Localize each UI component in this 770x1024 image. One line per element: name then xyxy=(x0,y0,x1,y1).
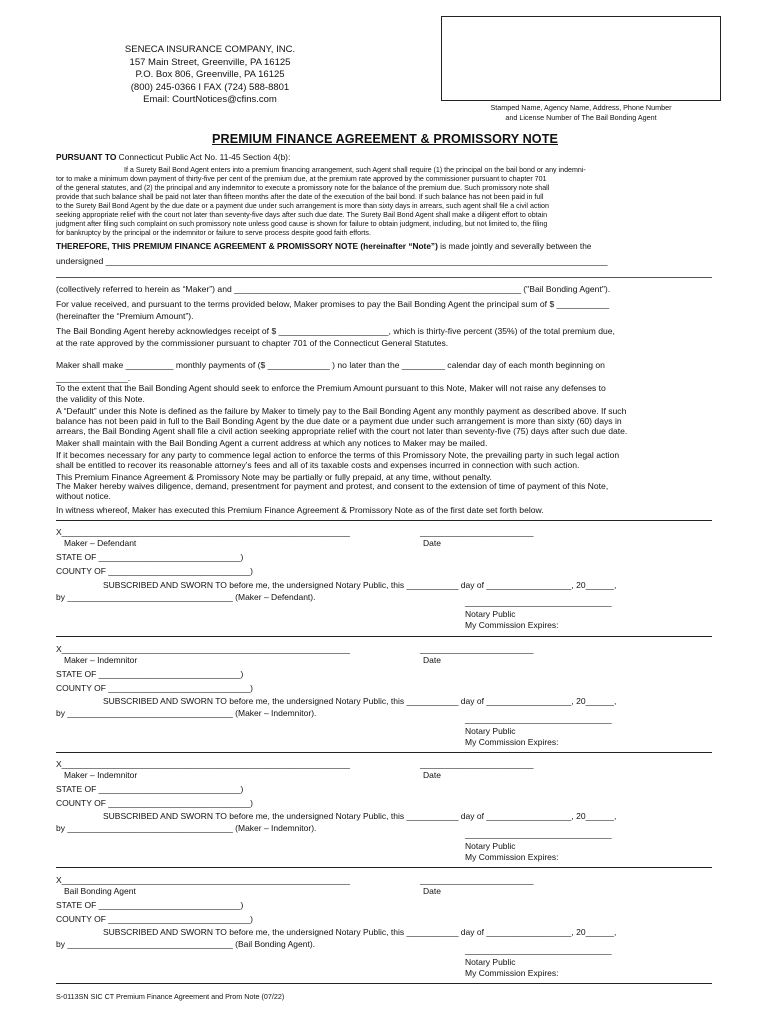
prepayment-clause: This Premium Finance Agreement & Promissory Note may be partially or fully prepaid, at any time, without penalty. xyxy=(56,472,492,482)
witness-clause: In witness whereof, Maker has executed this Premium Finance Agreement & Promissory Note as of the first date set forth below. xyxy=(56,505,544,515)
company-address-po-box: P.O. Box 806, Greenville, PA 16125 xyxy=(135,69,285,81)
payments-start-date-field[interactable]: _______________. xyxy=(56,373,131,383)
commission-expires-label: My Commission Expires: xyxy=(465,737,559,747)
county-of-field[interactable]: COUNTY OF ______________________________) xyxy=(56,798,253,808)
date-label: Date xyxy=(423,770,441,780)
sworn-clause[interactable]: SUBSCRIBED AND SWORN TO before me, the undersigned Notary Public, this ___________ day of __________________, 20______, xyxy=(103,927,617,937)
notary-public-label: Notary Public xyxy=(465,841,516,851)
statute-line: tor to make a minimum down payment of thirty-five per cent of the premium due, at the premium rate approved by the commissioner pursuant to chapter 701 xyxy=(56,175,547,183)
signer-role: Maker – Indemnitor xyxy=(64,655,138,665)
therefore-rest: is made jointly and severally between the xyxy=(437,241,592,251)
commission-expires-label: My Commission Expires: xyxy=(465,852,559,862)
default-clause-line: balance has not been paid in full to the Bail Bonding Agent by the due date or a payment due under such arrangement is more than sixty (60) days in xyxy=(56,416,622,426)
pursuant-heading xyxy=(56,152,290,162)
by-field[interactable]: by ___________________________________ (Maker – Defendant). xyxy=(56,592,316,602)
collectively-clause[interactable]: (collectively referred to herein as “Maker”) and ____________________________________________________________ ("Bail Bonding Agent"). xyxy=(56,284,611,294)
statute-line: to the Surety Bail Bond Agent by the due date or a payment due under such arrangement is more than sixty days in arrears, such agent shall file a civil action xyxy=(56,202,549,210)
company-address-street: 157 Main Street, Greenville, PA 16125 xyxy=(129,56,291,68)
company-email: Email: CourtNotices@cfins.com xyxy=(143,94,277,106)
county-of-field[interactable]: COUNTY OF ______________________________) xyxy=(56,914,253,924)
pursuant-text: Connecticut Public Act No. 11-45 Section 4(b): xyxy=(116,152,291,162)
address-clause: Maker shall maintain with the Bail Bonding Agent a current address at which any notices to Maker may be mailed. xyxy=(56,438,488,448)
sworn-clause[interactable]: SUBSCRIBED AND SWORN TO before me, the undersigned Notary Public, this ___________ day of __________________, 20______, xyxy=(103,696,617,706)
signature-line[interactable]: X_____________________________________________________________ xyxy=(56,527,351,537)
notary-public-label: Notary Public xyxy=(465,726,516,736)
state-of-field[interactable]: STATE OF ______________________________) xyxy=(56,669,244,679)
principal-sum-clause[interactable]: For value received, and pursuant to the terms provided below, Maker promises to pay the Bail Bonding Agent the principal sum of $ ___________ xyxy=(56,299,610,309)
commission-expires-label: My Commission Expires: xyxy=(465,620,559,630)
undersigned-field[interactable]: undersigned _________________________________________________________________________________________________________ xyxy=(56,256,608,266)
default-clause-line: arrears, the Bail Bonding Agent shall file a civil action seeking appropriate relief with the court not later than seventy-five (75) days after such due date. xyxy=(56,426,628,436)
stamp-caption-line-2: and License Number of The Bail Bonding Agent xyxy=(505,112,657,122)
commission-expires-label: My Commission Expires: xyxy=(465,968,559,978)
statute-line: of the general statutes, and (2) the principal and any indemnitor to execute a promissory note for the balance of the premium due. Such promissory note shall xyxy=(56,184,550,192)
enforce-clause: To the extent that the Bail Bonding Agent should seek to enforce the Premium Amount pursuant to this Note, Maker will not raise any defenses to xyxy=(56,383,606,393)
undersigned-continuation-line[interactable] xyxy=(56,277,712,278)
notary-signature-line[interactable]: _______________________________ xyxy=(465,714,612,724)
waiver-clause-end: without notice. xyxy=(56,491,111,501)
notary-signature-line[interactable]: _______________________________ xyxy=(465,597,612,607)
legal-action-clause: If it becomes necessary for any party to commence legal action to enforce the terms of this Promissory Note, the prevailing party in such legal action xyxy=(56,450,620,460)
stamp-caption-line-1: Stamped Name, Agency Name, Address, Phone Number xyxy=(490,103,672,112)
county-of-field[interactable]: COUNTY OF ______________________________) xyxy=(56,566,253,576)
waiver-clause: The Maker hereby waives diligence, demand, presentment for payment and protest, and consent to the extension of time of payment of this Note, xyxy=(56,481,609,491)
sworn-clause[interactable]: SUBSCRIBED AND SWORN TO before me, the undersigned Notary Public, this ___________ day of __________________, 20______, xyxy=(103,811,617,821)
statute-line: seeking appropriate relief with the court not later than seventy-five days after such due date. The Surety Bail Bond Agent shall make a diligent effort to obtain xyxy=(56,211,548,219)
divider xyxy=(56,520,712,521)
notary-signature-line[interactable]: _______________________________ xyxy=(465,829,612,839)
signature-line[interactable]: X_____________________________________________________________ xyxy=(56,759,351,769)
sworn-clause[interactable]: SUBSCRIBED AND SWORN TO before me, the undersigned Notary Public, this ___________ day of __________________, 20______, xyxy=(103,580,617,590)
therefore-clause xyxy=(56,241,591,251)
divider xyxy=(56,752,712,753)
date-label: Date xyxy=(423,655,441,665)
state-of-field[interactable]: STATE OF ______________________________) xyxy=(56,900,244,910)
therefore-bold: THEREFORE, THIS PREMIUM FINANCE AGREEMENT & PROMISSORY NOTE (hereinafter “Note”) xyxy=(56,241,438,251)
notary-signature-line[interactable]: _______________________________ xyxy=(465,945,612,955)
signer-role: Maker – Defendant xyxy=(64,538,137,548)
default-clause-line: A “Default” under this Note is defined as the failure by Maker to timely pay to the Bail Bonding Agent any monthly payment as described above. If such xyxy=(56,406,627,416)
receipt-ack-clause[interactable]: The Bail Bonding Agent hereby acknowledges receipt of $ _______________________, which is thirty-five percent (35%) of the total premium due, xyxy=(56,326,615,336)
statute-line: provide that such balance shall be paid not later than fifteen months after the date of the execution of the bail bond. If such balance has not been paid in full xyxy=(56,193,544,201)
receipt-ack-rate: at the rate approved by the commissioner pursuant to chapter 701 of the Connecticut General Statutes. xyxy=(56,338,449,348)
date-line[interactable]: ________________________ xyxy=(420,527,534,537)
signer-role: Maker – Indemnitor xyxy=(64,770,138,780)
state-of-field[interactable]: STATE OF ______________________________) xyxy=(56,784,244,794)
by-field[interactable]: by ___________________________________ (Maker – Indemnitor). xyxy=(56,823,317,833)
statute-line: If a Surety Bail Bond Agent enters into a premium financing arrangement, such Agent shall require (1) the principal on the bail bond or any indemni- xyxy=(124,166,586,174)
divider xyxy=(56,983,712,984)
date-line[interactable]: ________________________ xyxy=(420,875,534,885)
signature-line[interactable]: X_____________________________________________________________ xyxy=(56,644,351,654)
legal-action-clause-end: shall be entitled to recover its reasonable attorney’s fees and all of its taxable costs and expenses incurred in connection with such action. xyxy=(56,460,580,470)
company-phone-fax: (800) 245-0366 I FAX (724) 588-8801 xyxy=(130,81,290,93)
monthly-payments-clause[interactable]: Maker shall make __________ monthly payments of ($ _____________ ) no later than the _________ calendar day of each month beginning on xyxy=(56,360,605,370)
divider xyxy=(56,867,712,868)
state-of-field[interactable]: STATE OF ______________________________) xyxy=(56,552,244,562)
pursuant-label: PURSUANT TO xyxy=(56,152,117,162)
divider xyxy=(56,636,712,637)
stamp-caption xyxy=(441,103,721,122)
agent-stamp-box[interactable] xyxy=(441,16,721,101)
date-line[interactable]: ________________________ xyxy=(420,759,534,769)
date-label: Date xyxy=(423,538,441,548)
county-of-field[interactable]: COUNTY OF ______________________________) xyxy=(56,683,253,693)
signer-role: Bail Bonding Agent xyxy=(64,886,136,896)
date-label: Date xyxy=(423,886,441,896)
by-field[interactable]: by ___________________________________ (Bail Bonding Agent). xyxy=(56,939,316,949)
company-header xyxy=(90,44,330,107)
premium-amount-definition: (hereinafter the “Premium Amount”). xyxy=(56,311,194,321)
enforce-clause-end: the validity of this Note. xyxy=(56,394,145,404)
notary-public-label: Notary Public xyxy=(465,957,516,967)
statute-line: judgment after filing such complaint on such promissory note unless good cause is shown for failure to obtain judgment, including, but not limited to, the filing xyxy=(56,220,548,228)
statute-line: for bankruptcy by the principal or the indemnitor or failure to serve process despite good faith efforts. xyxy=(56,229,371,237)
by-field[interactable]: by ___________________________________ (Maker – Indemnitor). xyxy=(56,708,317,718)
notary-public-label: Notary Public xyxy=(465,609,516,619)
company-name: SENECA INSURANCE COMPANY, INC. xyxy=(124,44,296,55)
form-footer: S-0113SN SIC CT Premium Finance Agreement and Prom Note (07/22) xyxy=(56,992,285,1001)
date-line[interactable]: ________________________ xyxy=(420,644,534,654)
signature-line[interactable]: X_____________________________________________________________ xyxy=(56,875,351,885)
document-title: PREMIUM FINANCE AGREEMENT & PROMISSORY NOTE xyxy=(212,132,558,146)
